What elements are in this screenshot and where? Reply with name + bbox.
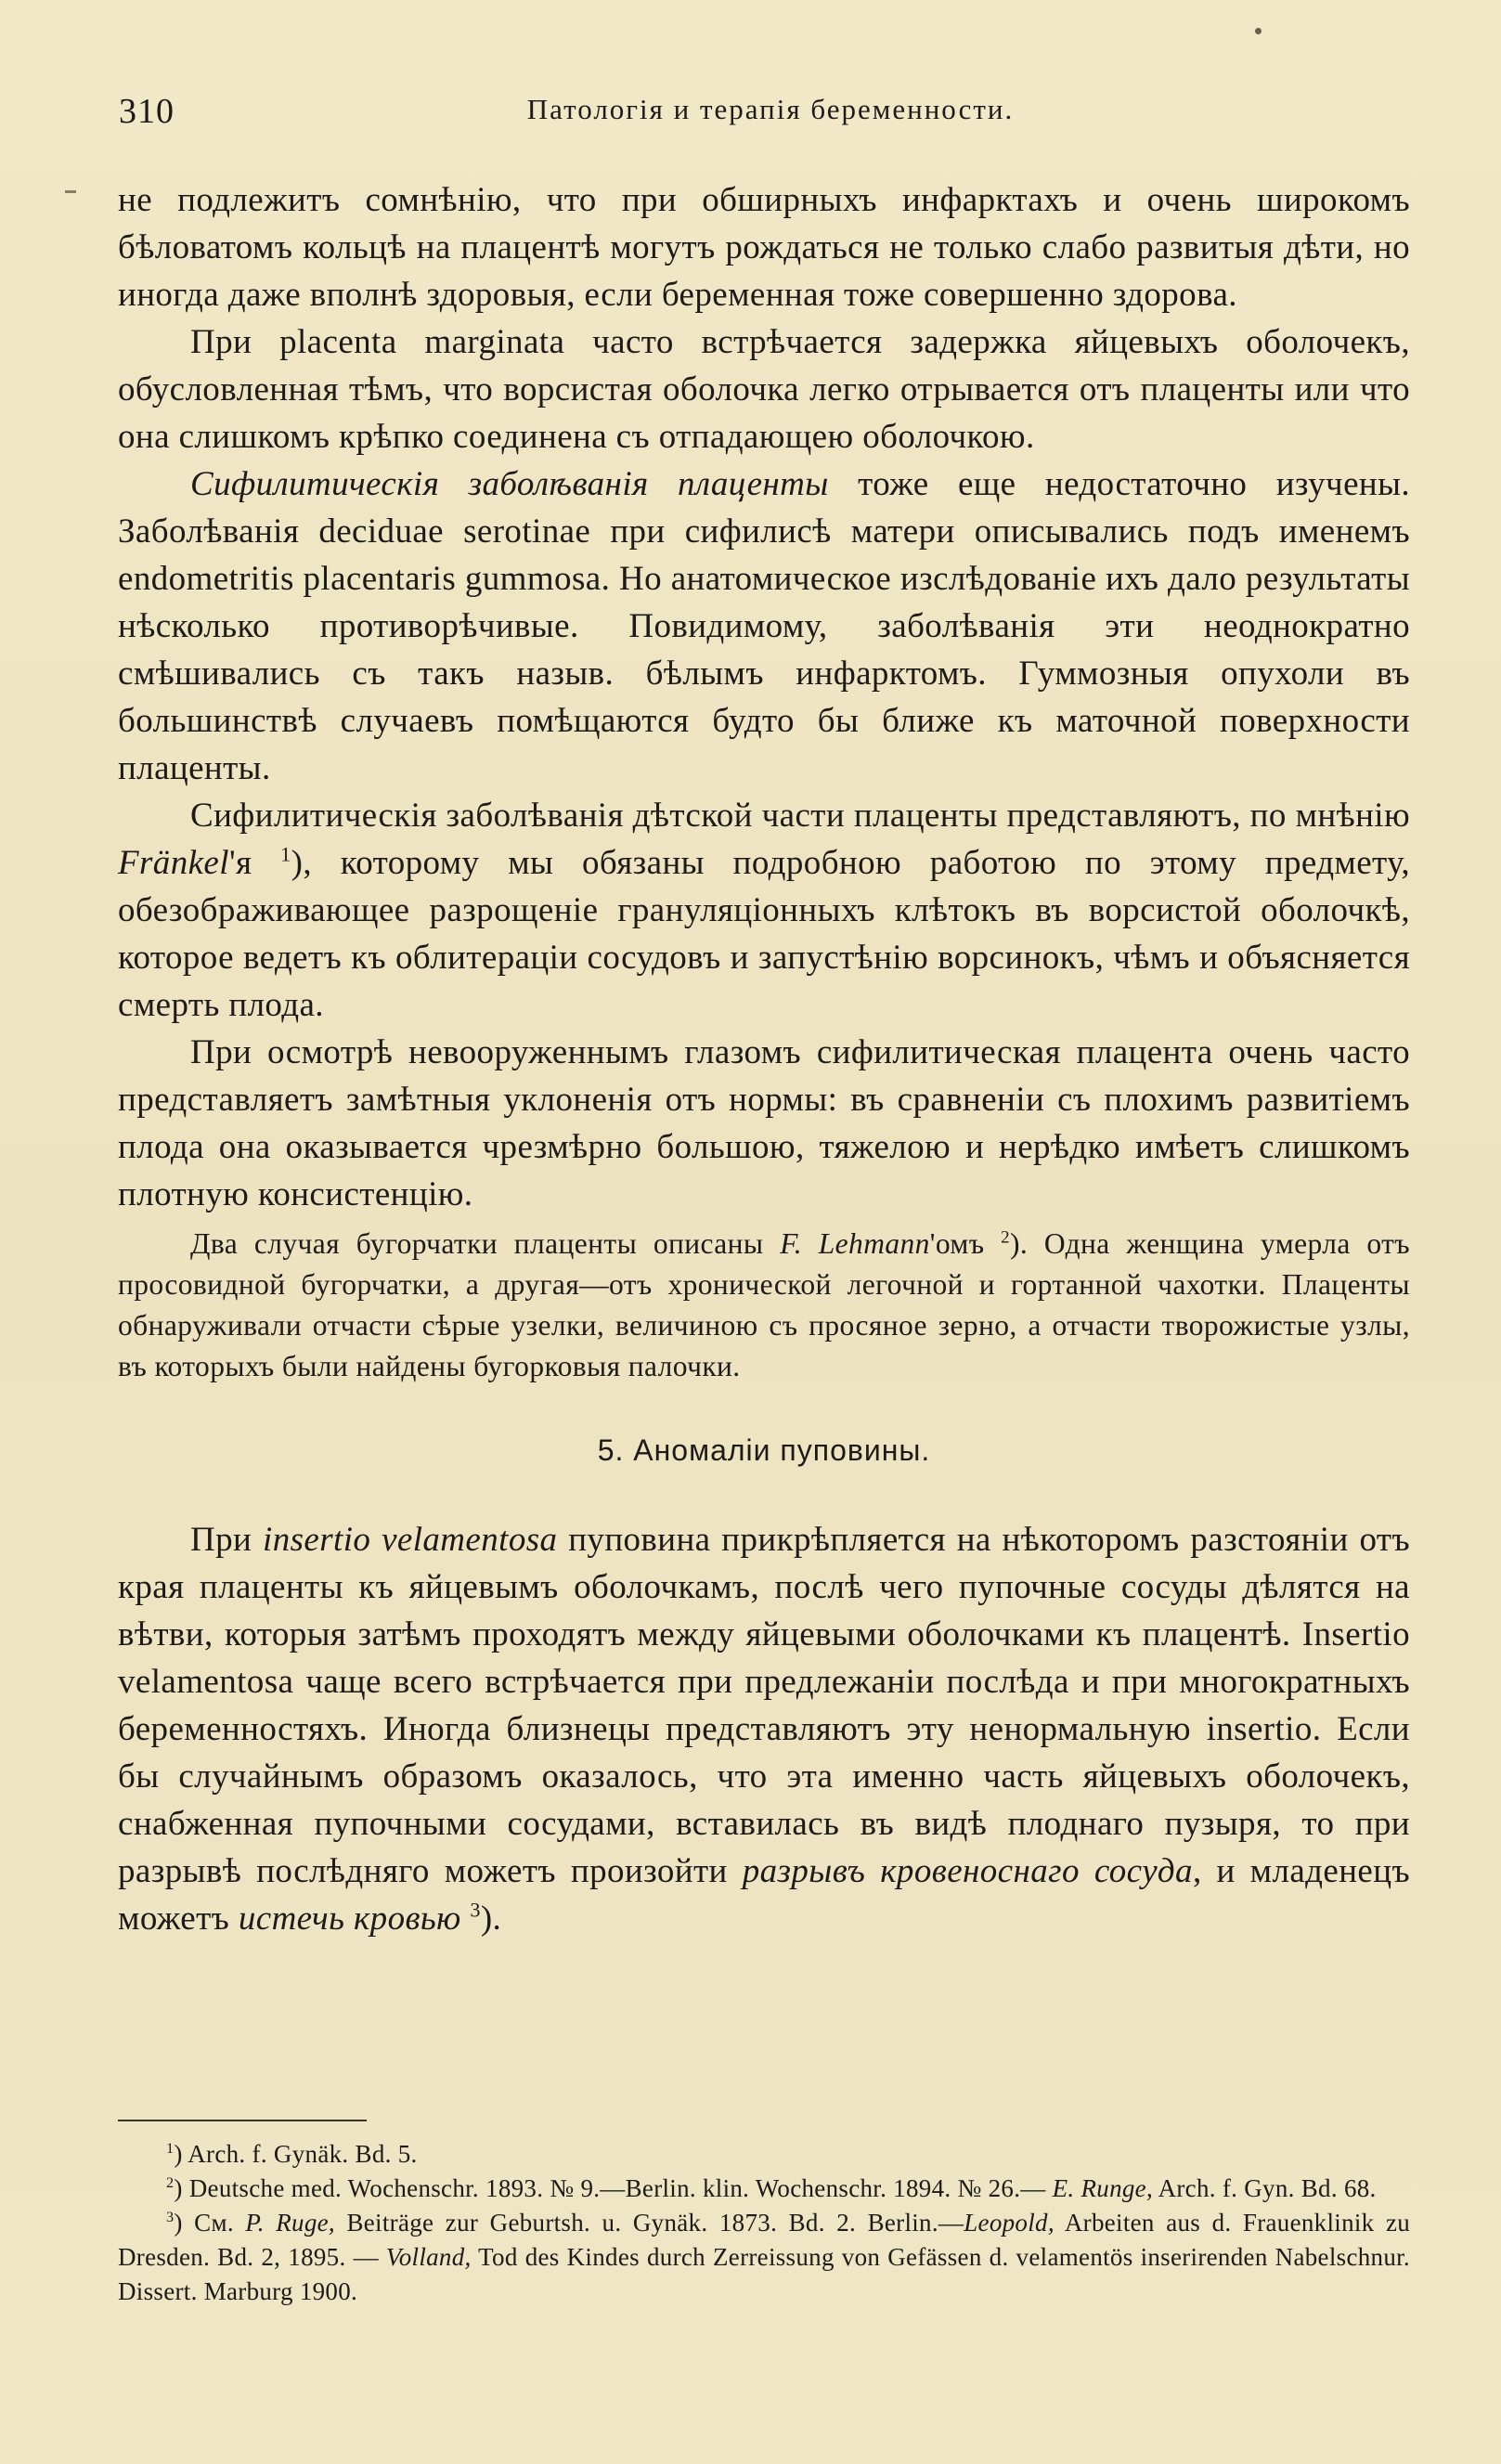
footnote-1-text: ) Arch. f. Gynäk. Bd. 5.	[174, 2140, 418, 2168]
footnote-mark-1: 1	[166, 2140, 175, 2157]
footnote-mark-2: 2	[166, 2174, 175, 2191]
section-heading: 5. Аномаліи пуповины.	[597, 1433, 931, 1467]
footnotes	[118, 2137, 1410, 2309]
author-lehmann: F. Lehmann	[780, 1227, 930, 1260]
footnote-ref-1: 1	[280, 842, 291, 866]
footnote-2	[118, 2172, 1410, 2206]
term-insertio-velamentosa: insertio velamentosa	[263, 1521, 558, 1559]
paragraph-6-small-print	[118, 1224, 1410, 1387]
paragraph-7	[118, 1516, 1410, 1942]
footnote-ref-2: 2	[1001, 1227, 1011, 1248]
emphasis-syphilitic-diseases: Сифилитическія заболѣванія плаценты	[190, 465, 829, 503]
paragraph-6-text-b: 'омъ	[929, 1227, 1002, 1260]
paragraph-2: При placenta marginata часто встрѣчается задержка яйцевыхъ оболочекъ, обусловленная тѣмъ, что ворсистая оболочка легко отрывается отъ плаценты или что она слишкомъ крѣпко соединена съ отпадающею оболочкою.	[118, 323, 1410, 456]
page-number: 310	[119, 92, 175, 131]
paragraph-4-text-a: Сифилитическія заболѣванія дѣтской части плаценты представляютъ, по мнѣнію	[190, 797, 1410, 835]
paragraph-1: не подлежитъ сомнѣнію, что при обширныхъ инфарктахъ и очень широкомъ бѣловатомъ кольцѣ на плацентѣ могутъ рождаться не только слабо развитыя дѣти, но иногда даже вполнѣ здоровыя, если беременная тоже совершенно здорова.	[118, 181, 1410, 314]
margin-tick	[65, 190, 76, 193]
footnote-3-author-volland: Volland,	[385, 2243, 472, 2271]
body-text	[118, 176, 1410, 1942]
footnote-2-text-a: ) Deutsche med. Wochenschr. 1893. № 9.—Berlin. klin. Wochenschr. 1894. № 26.—	[174, 2174, 1053, 2202]
ink-spot	[1255, 28, 1262, 34]
footnote-2-text-b: Arch. f. Gyn. Bd. 68.	[1153, 2174, 1377, 2202]
footnote-1	[118, 2137, 1410, 2172]
paragraph-4	[118, 792, 1410, 1029]
footnote-3-text-a: ) См.	[174, 2209, 246, 2237]
footnote-mark-3: 3	[166, 2209, 175, 2225]
footnote-3-text-d: Tod des Kindes durch Zerreissung von Gefässen d. velamentös inserirenden Nabelschnur. Dissert. Marburg 1900.	[118, 2243, 1410, 2305]
paragraph-3	[118, 460, 1410, 792]
paragraph-5: При осмотрѣ невооруженнымъ глазомъ сифилитическая плацента очень часто представляетъ замѣтныя уклоненія отъ нормы: въ сравненіи съ плохимъ развитіемъ плода она оказывается чрезмѣрно большою, тяжелою и нерѣдко имѣетъ слишкомъ плотную консистенцію.	[118, 1033, 1410, 1213]
running-header: Патологія и терапія беременности.	[526, 93, 1015, 125]
footnote-divider	[118, 2120, 367, 2121]
footnote-ref-3: 3	[470, 1898, 481, 1922]
emphasis-bleed-out: истечь кровью	[238, 1900, 461, 1938]
paragraph-4-text-b: 'я	[228, 844, 281, 882]
paragraph-7-text-a: При	[190, 1521, 264, 1559]
footnote-3-author-ruge: P. Ruge,	[245, 2209, 335, 2237]
footnote-3	[118, 2206, 1410, 2309]
footnote-3-text-b: Beiträge zur Geburtsh. u. Gynäk. 1873. Bd. 2. Berlin.—	[334, 2209, 964, 2237]
paragraph-7-text-c: , и младенецъ можетъ	[118, 1852, 1410, 1938]
paragraph-3-text: тоже еще недостаточно изучены. Заболѣванія deciduae serotinae при сифилисѣ матери описывались подъ именемъ endometritis placentaris gummosa. Но анатомическое изслѣдованіе ихъ дало результаты нѣсколько противорѣчивые. Повидимому, заболѣванія эти неоднократно смѣшивались съ такъ назыв. бѣлымъ инфарктомъ. Гуммозныя опухоли въ большинствѣ случаевъ помѣщаются будто бы ближе къ маточной поверхности плаценты.	[118, 465, 1410, 787]
paragraph-4-text-c: ), которому мы обязаны подробною работою по этому предмету, обезображивающее разрощеніе грануляціонныхъ клѣтокъ въ ворсистой оболочкѣ, которое ведетъ къ облитераціи сосудовъ и запустѣнію ворсинокъ, чѣмъ и объясняется смерть плода.	[118, 844, 1410, 1024]
emphasis-vessel-rupture: разрывъ кровеноснаго сосуда	[742, 1852, 1193, 1890]
footnote-3-author-leopold: Leopold,	[964, 2209, 1055, 2237]
paragraph-6-text-c: ). Одна женщина умерла отъ просовидной бугорчатки, а другая—отъ хронической легочной и гортанной чахотки. Плаценты обнаруживали отчасти сѣрые узелки, величиною съ просяное зерно, а отчасти творожистые узлы, въ которыхъ были найдены бугорковыя палочки.	[118, 1227, 1410, 1382]
author-fraenkel: Fränkel	[118, 844, 229, 882]
footnote-3-text-c: Arbeiten aus d. Frauenklinik zu Dresden. Bd. 2, 1895. —	[118, 2209, 1411, 2271]
paragraph-6-text-a: Два случая бугорчатки плаценты описаны	[190, 1227, 781, 1260]
paragraph-7-text-d: ).	[480, 1900, 502, 1938]
paragraph-7-text-b: пуповина прикрѣпляется на нѣкоторомъ разстояніи отъ края плаценты къ яйцевымъ оболочкамъ, послѣ чего пупочные сосуды дѣлятся на вѣтви, которыя затѣмъ проходятъ между яйцевыми оболочками къ плацентѣ. Insertio velamentosa чаще всего встрѣчается при предлежаніи послѣда и при многократныхъ беременностяхъ. Иногда близнецы представляютъ эту ненормальную insertio. Если бы случайнымъ образомъ оказалось, что эта именно часть яйцевыхъ оболочекъ, снабженная пупочными сосудами, вставилась въ видѣ плоднаго пузыря, то при разрывѣ послѣдняго можетъ произойти	[118, 1521, 1410, 1890]
footnote-2-author: E. Runge,	[1052, 2174, 1154, 2202]
